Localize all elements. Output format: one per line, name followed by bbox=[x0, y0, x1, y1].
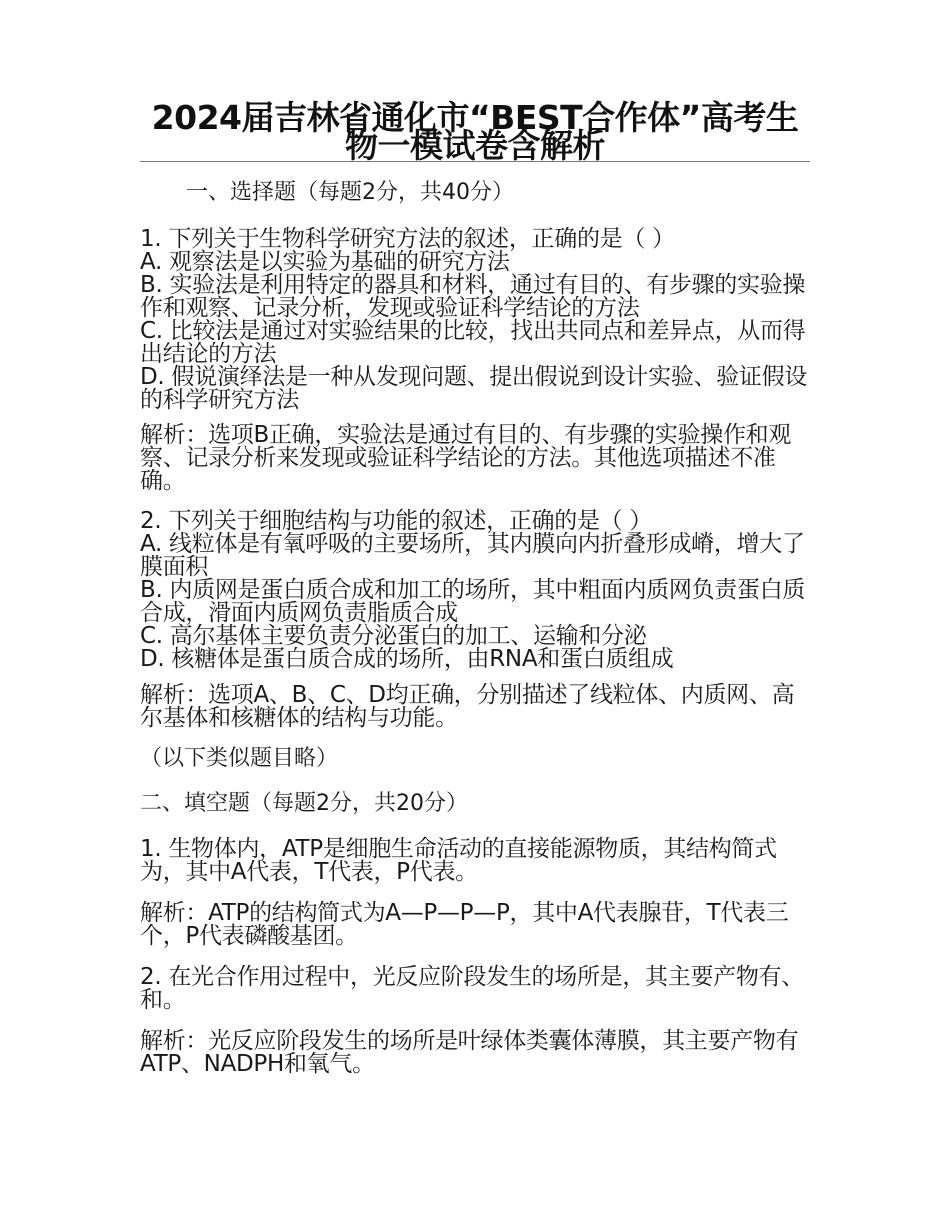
fill-analysis-1: 解析：ATP的结构简式为A—P—P—P，其中A代表腺苷，T代表三个，P代表磷酸基团。 bbox=[140, 900, 789, 949]
option-c: C. 高尔基体主要负责分泌蛋白的加工、运输和分泌 bbox=[140, 623, 647, 649]
question-stem: 1. 下列关于生物科学研究方法的叙述，正确的是（ ） bbox=[140, 226, 675, 252]
fill-question-2: 2. 在光合作用过程中，光反应阶段发生的场所是，其主要产物有、和。 bbox=[140, 964, 804, 1013]
question-2 bbox=[140, 510, 812, 671]
option-c: C. 比较法是通过对实验结果的比较，找出共同点和差异点，从而得出结论的方法 bbox=[140, 318, 806, 367]
fill-analysis-2: 解析：光反应阶段发生的场所是叶绿体类囊体薄膜，其主要产物有ATP、NADPH和氧气。 bbox=[140, 1028, 799, 1077]
option-d: D. 核糖体是蛋白质合成的场所，由RNA和蛋白质组成 bbox=[140, 646, 674, 672]
omitted-note: （以下类似题目略） bbox=[140, 746, 339, 771]
question-stem: 2. 下列关于细胞结构与功能的叙述，正确的是（ ） bbox=[140, 508, 653, 534]
document-title: 2024届吉林省通化市“BEST合作体”高考生物一模试卷含解析 bbox=[151, 98, 799, 165]
title-underline bbox=[140, 161, 810, 162]
section-heading-choice: 一、选择题（每题2分，共40分） bbox=[186, 180, 514, 205]
option-d: D. 假说演绎法是一种从发现问题、提出假说到设计实验、验证假设的科学研究方法 bbox=[140, 364, 808, 413]
option-a: A. 线粒体是有氧呼吸的主要场所，其内膜向内折叠形成嵴，增大了膜面积 bbox=[140, 531, 805, 580]
question-1 bbox=[140, 228, 812, 412]
fill-question-1: 1. 生物体内，ATP是细胞生命活动的直接能源物质，其结构简式为，其中A代表，T代表，P代表。 bbox=[140, 836, 777, 885]
section-heading-fill: 二、填空题（每题2分，共20分） bbox=[140, 791, 468, 816]
analysis-2: 解析：选项A、B、C、D均正确，分别描述了线粒体、内质网、高尔基体和核糖体的结构与功能。 bbox=[140, 682, 795, 731]
option-b: B. 内质网是蛋白质合成和加工的场所，其中粗面内质网负责蛋白质合成，滑面内质网负责脂质合成 bbox=[140, 577, 806, 626]
analysis-1: 解析：选项B正确，实验法是通过有目的、有步骤的实验操作和观察、记录分析来发现或验证科学结论的方法。其他选项描述不准确。 bbox=[140, 422, 792, 494]
option-b: B. 实验法是利用特定的器具和材料，通过有目的、有步骤的实验操作和观察、记录分析，发现或验证科学结论的方法 bbox=[140, 272, 806, 321]
option-a: A. 观察法是以实验为基础的研究方法 bbox=[140, 249, 510, 275]
